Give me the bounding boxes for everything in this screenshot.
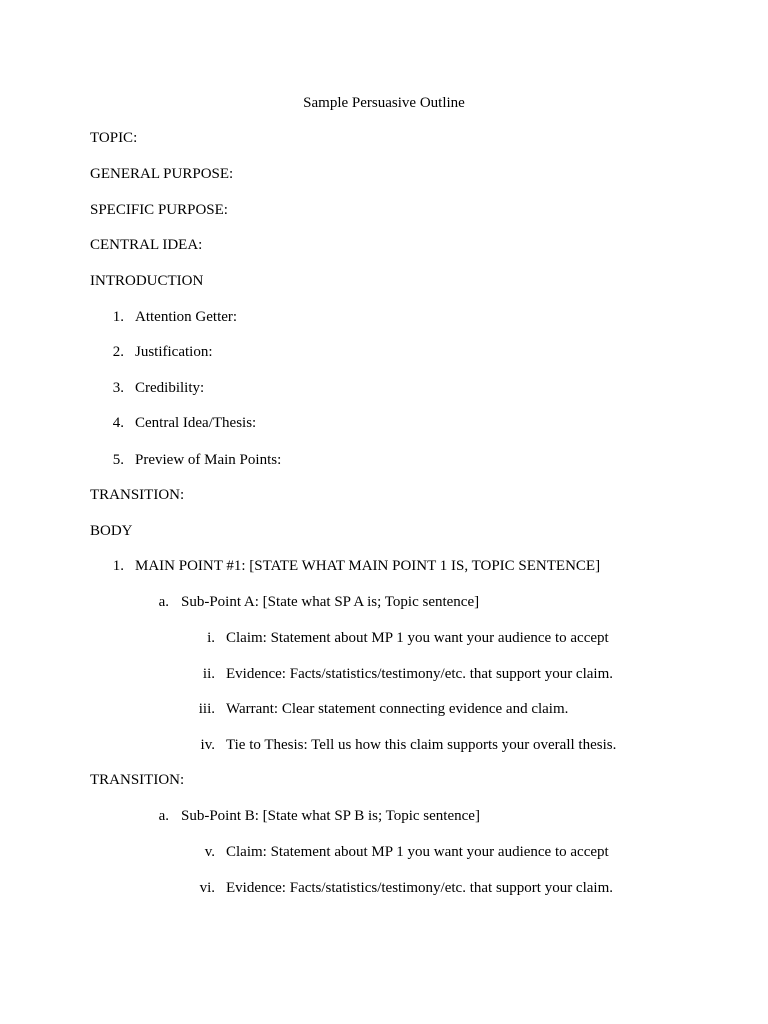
sub-point-marker: a. [158,594,169,610]
list-item: Claim: Statement about MP 1 you want your audience to accept [226,844,609,860]
sub-point-b-text: Sub-Point B: [State what SP B is; Topic sentence] [181,808,480,824]
main-point-text: MAIN POINT #1: [STATE WHAT MAIN POINT 1 IS, TOPIC SENTENCE] [135,558,601,574]
document-title: Sample Persuasive Outline [303,95,465,111]
list-item: Credibility: [135,380,205,396]
list-marker: 1. [112,309,124,325]
list-item: Evidence: Facts/statistics/testimony/etc. that support your claim. [226,880,614,896]
introduction-heading: INTRODUCTION [90,273,204,289]
list-marker: vi. [199,880,215,896]
transition-label: TRANSITION: [90,772,185,788]
list-item: Central Idea/Thesis: [135,415,257,431]
list-marker: iv. [200,737,215,753]
list-item: Tie to Thesis: Tell us how this claim supports your overall thesis. [226,737,617,753]
list-marker: 3. [112,380,124,396]
central-idea-label: CENTRAL IDEA: [90,237,203,253]
list-marker: i. [207,630,215,646]
sub-point-marker: a. [158,808,169,824]
list-marker: v. [204,844,215,860]
list-item: Evidence: Facts/statistics/testimony/etc. that support your claim. [226,666,614,682]
list-marker: 5. [112,452,124,468]
specific-purpose-label: SPECIFIC PURPOSE: [90,202,228,218]
list-item: Justification: [135,344,213,360]
list-marker: 2. [112,344,124,360]
list-marker: 4. [112,415,124,431]
topic-label: TOPIC: [90,130,138,146]
general-purpose-label: GENERAL PURPOSE: [90,166,234,182]
body-heading: BODY [90,523,133,539]
list-marker: ii. [202,666,215,682]
transition-label: TRANSITION: [90,487,185,503]
list-item: Preview of Main Points: [135,452,282,468]
list-item: Warrant: Clear statement connecting evidence and claim. [226,701,569,717]
sub-point-a-text: Sub-Point A: [State what SP A is; Topic sentence] [181,594,480,610]
main-point-marker: 1. [112,558,124,574]
list-item: Claim: Statement about MP 1 you want your audience to accept [226,630,609,646]
list-item: Attention Getter: [135,309,238,325]
list-marker: iii. [198,701,215,717]
